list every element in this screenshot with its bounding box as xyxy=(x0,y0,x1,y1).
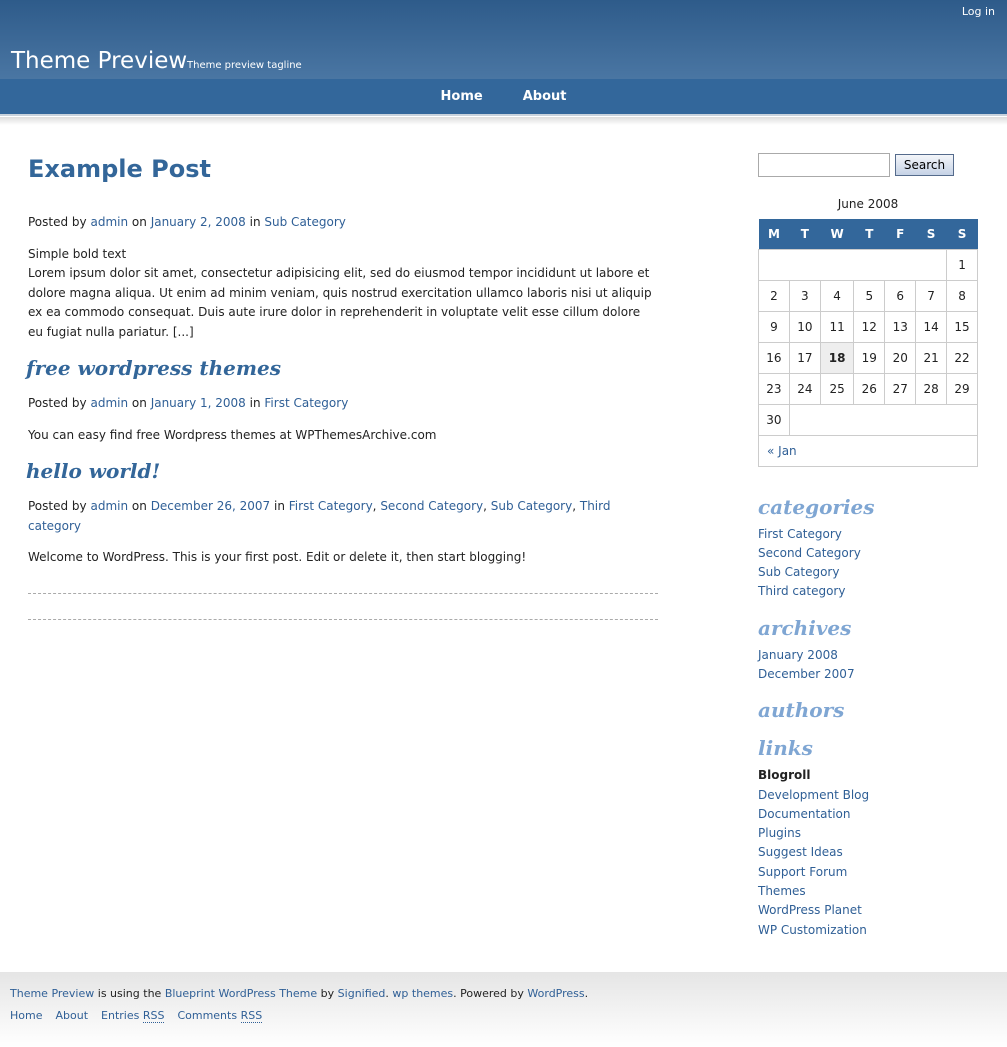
divider xyxy=(28,619,658,620)
calendar-pad xyxy=(789,404,977,435)
calendar-day: 21 xyxy=(916,342,947,373)
calendar-day: 24 xyxy=(789,373,820,404)
entries-rss-link[interactable] xyxy=(101,1009,164,1022)
calendar-day: 1 xyxy=(947,249,978,280)
post-title-link[interactable]: hello world! xyxy=(26,459,161,483)
categories-link[interactable]: Third category xyxy=(758,584,846,599)
meta-text: Posted by xyxy=(28,215,87,229)
links-item xyxy=(758,921,978,940)
post-title xyxy=(26,356,658,380)
categories-item xyxy=(758,544,978,563)
calendar-day: 10 xyxy=(789,311,820,342)
archives-item xyxy=(758,646,978,665)
post-meta: Posted by admin on December 26, 2007 in First Category, Second Category, Sub Category, Third category xyxy=(28,499,611,533)
calendar-day: 11 xyxy=(820,311,854,342)
calendar-day: 17 xyxy=(789,342,820,373)
links-item xyxy=(758,863,978,882)
calendar-day: 3 xyxy=(789,280,820,311)
post-body xyxy=(28,548,658,568)
main-nav xyxy=(0,79,1007,116)
links-heading: links xyxy=(758,736,813,761)
calendar xyxy=(758,219,978,467)
links-link[interactable]: WP Customization xyxy=(758,922,867,937)
meta-text: Posted by xyxy=(28,396,87,410)
calendar-day: 30 xyxy=(759,404,790,435)
links-link[interactable]: Suggest Ideas xyxy=(758,845,843,860)
calendar-day: 29 xyxy=(947,373,978,404)
footer-text: . xyxy=(385,987,393,1000)
divider xyxy=(28,593,658,594)
post-meta xyxy=(28,394,658,414)
meta-text: on xyxy=(131,396,147,410)
meta-text: on xyxy=(131,215,147,229)
calendar-day: 8 xyxy=(947,280,978,311)
calendar-week xyxy=(759,280,978,311)
search-form xyxy=(758,153,978,177)
calendar-day-header: W xyxy=(820,219,854,249)
calendar-nav-cell xyxy=(759,435,978,466)
post-text: You can easy find free Wordpress themes at WPThemesArchive.com xyxy=(28,427,437,442)
links-link[interactable]: Plugins xyxy=(758,826,801,841)
calendar-day: 19 xyxy=(854,342,885,373)
calendar-day: 15 xyxy=(947,311,978,342)
links-link[interactable]: Support Forum xyxy=(758,864,848,879)
links-item xyxy=(758,901,978,920)
search-button[interactable]: Search xyxy=(895,154,954,176)
header xyxy=(0,0,1007,79)
comments-rss-link[interactable] xyxy=(177,1009,262,1022)
calendar-day: 25 xyxy=(820,373,854,404)
calendar-pad xyxy=(759,249,947,280)
category-link[interactable]: Sub Category xyxy=(490,499,573,513)
calendar-day: 5 xyxy=(854,280,885,311)
meta-text: Posted by xyxy=(28,499,87,513)
calendar-day-header: F xyxy=(885,219,916,249)
links-link[interactable]: Development Blog xyxy=(758,787,870,802)
sidebar xyxy=(758,153,978,940)
calendar-day: 9 xyxy=(759,311,790,342)
post-meta xyxy=(28,213,658,233)
category-link[interactable]: First Category xyxy=(288,499,373,513)
divider xyxy=(0,117,1007,125)
calendar-today: 18 xyxy=(820,342,854,373)
calendar-day: 23 xyxy=(759,373,790,404)
tagline: Theme preview tagline xyxy=(187,60,302,71)
calendar-day: 20 xyxy=(885,342,916,373)
calendar-prev-link[interactable]: « Jan xyxy=(767,443,797,458)
archives-link[interactable]: January 2008 xyxy=(758,647,838,662)
date-link[interactable]: January 2, 2008 xyxy=(150,215,246,229)
calendar-day: 16 xyxy=(759,342,790,373)
links-link[interactable]: WordPress Planet xyxy=(758,903,862,918)
categories-heading: categories xyxy=(758,494,875,519)
footer-text: . Powered by xyxy=(453,987,528,1000)
archives-link[interactable]: December 2007 xyxy=(758,666,855,681)
calendar-day-header: T xyxy=(854,219,885,249)
categories-item xyxy=(758,525,978,544)
links-link[interactable]: Documentation xyxy=(758,806,851,821)
rss-abbr: RSS xyxy=(240,1009,263,1022)
post-body xyxy=(28,245,658,343)
category-link[interactable]: Second Category xyxy=(380,499,484,513)
calendar-day: 28 xyxy=(916,373,947,404)
calendar-week xyxy=(759,342,978,373)
post-title-link[interactable]: Example Post xyxy=(28,155,211,183)
category-link[interactable]: First Category xyxy=(264,396,349,410)
site-title[interactable]: Theme Preview xyxy=(11,48,188,74)
post-text: Simple bold text xyxy=(28,246,127,261)
post-text: Welcome to WordPress. This is your first post. Edit or delete it, then start blogging! xyxy=(28,550,527,564)
links-item xyxy=(758,843,978,862)
footer-home[interactable]: Home xyxy=(10,1009,43,1022)
blogroll-heading: Blogroll xyxy=(758,768,811,783)
footer-text: by xyxy=(317,987,338,1000)
categories-link[interactable]: First Category xyxy=(758,526,842,541)
meta-text: in xyxy=(249,215,261,229)
meta-text: in xyxy=(274,499,285,513)
post-title xyxy=(28,155,658,183)
calendar-nav xyxy=(759,435,978,466)
footer-about[interactable]: About xyxy=(55,1009,89,1022)
calendar-day: 14 xyxy=(916,311,947,342)
calendar-day: 12 xyxy=(854,311,885,342)
calendar-week xyxy=(759,249,978,280)
categories-link[interactable]: Second Category xyxy=(758,545,861,560)
post-body xyxy=(28,426,658,446)
content xyxy=(28,155,658,620)
author-link[interactable]: admin xyxy=(90,499,129,513)
calendar-week xyxy=(759,404,978,435)
post-text: Lorem ipsum dolor sit amet, consectetur adipisicing elit, sed do eiusmod tempor incididunt ut labore et dolore magna aliqua. Ut enim ad minim veniam, quis nostrud exercitation ullamco laboris nisi ut aliquip ex ea commodo consequat. Duis aute irure dolor in reprehenderit in voluptate velit esse cillum dolore eu fugiat nulla pariatur. [...] xyxy=(28,266,652,339)
footer-credits xyxy=(10,987,997,1000)
links-item xyxy=(758,824,978,843)
calendar-day: 2 xyxy=(759,280,790,311)
calendar-day: 26 xyxy=(854,373,885,404)
categories-item xyxy=(758,563,978,582)
calendar-day-header: S xyxy=(947,219,978,249)
login-link[interactable]: Log in xyxy=(961,5,995,18)
calendar-day: 6 xyxy=(885,280,916,311)
footer-text: . xyxy=(584,987,589,1000)
category-link[interactable]: Sub Category xyxy=(264,215,346,229)
calendar-day-header: T xyxy=(789,219,820,249)
post-title xyxy=(26,459,658,483)
calendar-day-header: M xyxy=(759,219,790,249)
footer-site-link[interactable]: Theme Preview xyxy=(10,987,95,1000)
archives-item xyxy=(758,665,978,684)
nav-home[interactable]: Home xyxy=(440,89,483,104)
author-link[interactable]: admin xyxy=(90,215,129,229)
footer-nav xyxy=(10,1009,997,1022)
calendar-day: 13 xyxy=(885,311,916,342)
meta-text: in xyxy=(249,396,261,410)
calendar-day: 27 xyxy=(885,373,916,404)
post-title-link[interactable]: free wordpress themes xyxy=(26,356,282,380)
links-item xyxy=(758,805,978,824)
author-link[interactable]: admin xyxy=(90,396,129,410)
category-link[interactable]: Third category xyxy=(28,499,611,533)
links-item xyxy=(758,786,978,805)
calendar-day-header: S xyxy=(916,219,947,249)
categories-link[interactable]: Sub Category xyxy=(758,565,840,580)
meta-text: on xyxy=(131,499,147,513)
calendar-day: 7 xyxy=(916,280,947,311)
signified-link[interactable]: Signified xyxy=(337,987,386,1000)
wordpress-link[interactable]: WordPress xyxy=(527,987,585,1000)
wp-themes-link[interactable]: wp themes xyxy=(392,987,454,1000)
rss-abbr: RSS xyxy=(142,1009,165,1022)
links-item xyxy=(758,882,978,901)
theme-link[interactable]: Blueprint WordPress Theme xyxy=(164,987,318,1000)
calendar-week xyxy=(759,373,978,404)
nav-about[interactable]: About xyxy=(522,89,567,104)
categories-item xyxy=(758,582,978,601)
authors-heading: authors xyxy=(758,698,845,723)
date-link[interactable]: January 1, 2008 xyxy=(150,396,246,410)
calendar-week xyxy=(759,311,978,342)
calendar-day: 4 xyxy=(820,280,854,311)
footer xyxy=(0,972,1007,1047)
links-link[interactable]: Themes xyxy=(758,884,806,899)
footer-text: is using the xyxy=(94,987,165,1000)
archives-heading: archives xyxy=(758,615,852,640)
date-link[interactable]: December 26, 2007 xyxy=(150,499,271,513)
link-label: Comments xyxy=(177,1009,241,1022)
link-label: Entries xyxy=(101,1009,143,1022)
search-input[interactable] xyxy=(758,153,890,177)
calendar-day: 22 xyxy=(947,342,978,373)
calendar-caption: June 2008 xyxy=(837,197,899,211)
